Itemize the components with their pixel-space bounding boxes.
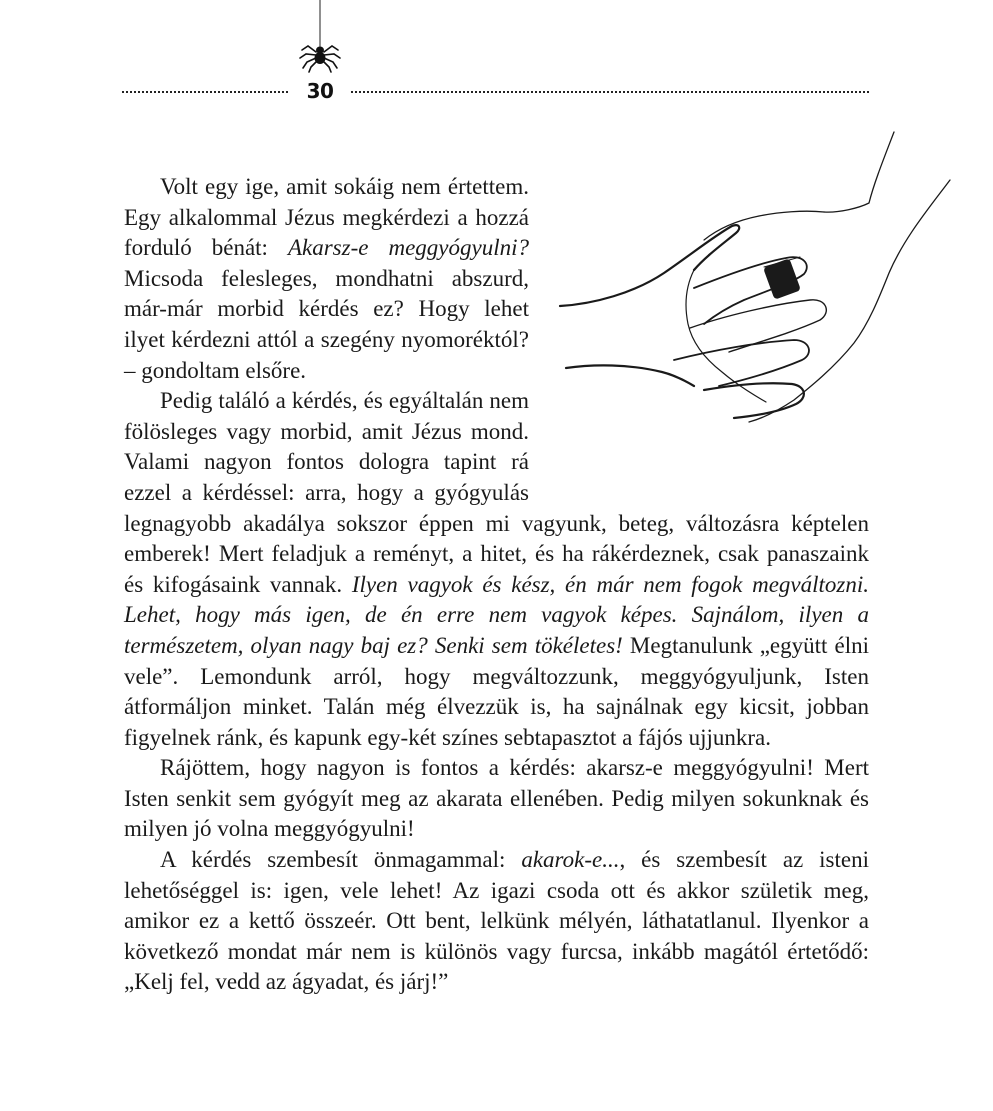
italic-text-run: Akarsz-e meggyógyulni? xyxy=(287,235,529,261)
text-run: Megtanulunk „együtt élni vele”. Lemondunk arról, hogy megváltozzunk, meggyógyuljunk, Isten átformáljon minket. Talán még élvezzük is, ha sajnálnak egy kicsit, jobban figyelnek ránk, és kapunk egy-két színes sebtapasztot a fájós ujjunkra. xyxy=(124,632,869,750)
hanging-spider-icon xyxy=(298,0,342,75)
header-dotted-rule-left xyxy=(122,91,288,93)
page-number: 30 xyxy=(306,79,334,103)
paragraph xyxy=(124,845,869,998)
illustration-text-wrap-space xyxy=(529,172,869,478)
text-run: , és szembesít az isteni lehetőséggel is: igen, vele lehet! Az igazi csoda ott és akkor születik meg, amikor ez a kettő összeér. Ott bent, lelkünk mélyén, láthatatlanul. Ilyenkor a következő mondat már nem is különös vagy furcsa, inkább magától értetődő: „Kelj fel, vedd az ágyadat, és járj!” xyxy=(124,847,869,995)
text-run: A kérdés szembesít önmagammal: xyxy=(160,847,522,873)
body-text xyxy=(124,172,869,998)
text-run: Pedig találó a kérdés, és egyáltalán nem fölösleges vagy morbid, amit Jézus mond. Valami nagyon fontos dologra tapint rá ezzel a kérdéssel: arra, hogy a gyógyulás legnagyobb akadálya sokszor éppen mi vagyunk, beteg, változásra képtelen emberek! Mert feladjuk a reményt, a hitet, és ha rákérdeznek, csak panaszaink és kifogásaink vannak. xyxy=(124,388,869,597)
paragraph xyxy=(124,753,869,845)
text-run: Volt egy ige, amit sokáig nem értettem. Egy alkalommal Jézus megkérdezi a hozzá forduló bénát: xyxy=(124,174,529,261)
page-header xyxy=(0,0,993,110)
text-run: Rájöttem, hogy nagyon is fontos a kérdés: akarsz-e meggyógyulni! Mert Isten senkit sem gyógyít meg az akarata ellenében. Pedig milyen sokunknak és milyen jó volna meggyógyulni! xyxy=(124,755,869,842)
italic-text-run: Ilyen vagyok és kész, én már nem fogok megváltozni. Lehet, hogy más igen, de én erre nem vagyok képes. Sajnálom, ilyen a természetem, olyan nagy baj ez? Senki sem tökéletes! xyxy=(124,571,869,658)
italic-text-run: akarok-e... xyxy=(521,847,620,873)
text-run: Micsoda felesleges, mondhatni abszurd, már-már morbid kérdés ez? Hogy lehet ilyet kérdezni attól a szegény nyomoréktól? – gondoltam elsőre. xyxy=(124,265,529,383)
header-dotted-rule-right xyxy=(351,91,869,93)
